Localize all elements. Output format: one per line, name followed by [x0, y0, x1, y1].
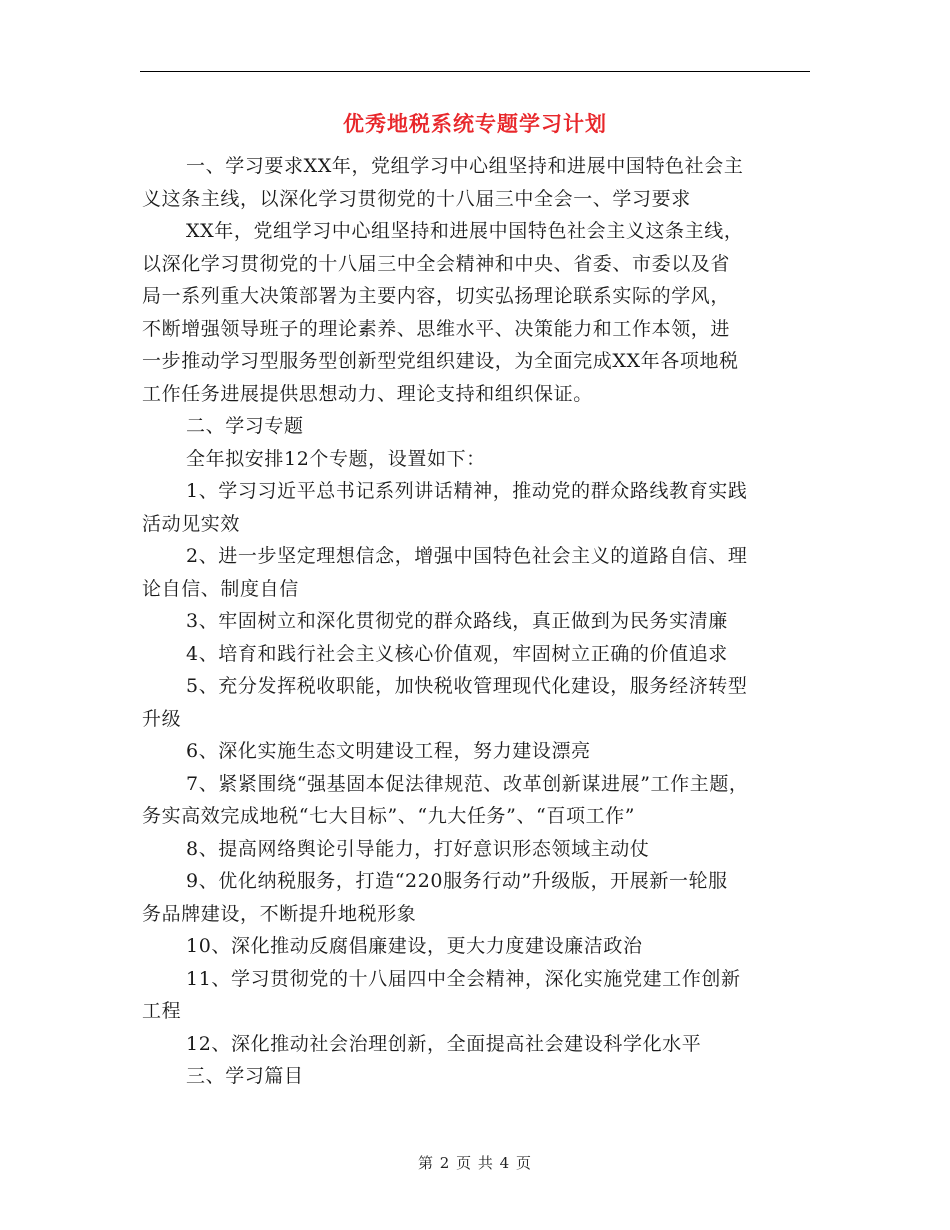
text-line: 活动见实效	[142, 512, 241, 535]
text-line: 4、培育和践行社会主义核心价值观，牢固树立正确的价值追求	[186, 642, 728, 665]
text-line: 务品牌建设，不断提升地税形象	[142, 902, 417, 925]
text-line: 三、学习篇目	[186, 1065, 304, 1087]
text-line: 工作任务进展提供思想动力、理论支持和组织保证。	[142, 382, 593, 405]
header-rule	[140, 71, 810, 72]
document-body	[142, 150, 814, 1093]
text-line: 3、牢固树立和深化贯彻党的群众路线，真正做到为民务实清廉	[186, 610, 728, 632]
text-line: 11、学习贯彻党的十八届四中全会精神，深化实施党建工作创新	[186, 967, 741, 990]
text-line: XX年，党组学习中心组坚持和进展中国特色社会主义这条主线，	[186, 220, 744, 242]
text-line: 一步推动学习型服务型创新型党组织建设，为全面完成XX年各项地税	[142, 350, 739, 372]
text-line: 务实高效完成地税“七大目标”、“九大任务”、“百项工作”	[142, 805, 636, 827]
text-line: 6、深化实施生态文明建设工程，努力建设漂亮	[186, 740, 591, 762]
text-line: 7、紧紧围绕“强基固本促法律规范、改革创新谋进展”工作主题，	[186, 772, 749, 795]
text-line: 2、进一步坚定理想信念，增强中国特色社会主义的道路自信、理	[186, 545, 748, 567]
page-footer: 第 2 页 共 4 页	[418, 1154, 532, 1172]
text-line: 12、深化推动社会治理创新，全面提高社会建设科学化水平	[186, 1032, 702, 1055]
text-line: 二、学习专题	[186, 415, 304, 437]
text-line: 5、充分发挥税收职能，加快税收管理现代化建设，服务经济转型	[186, 675, 748, 697]
text-line: 10、深化推动反腐倡廉建设，更大力度建设廉洁政治	[186, 935, 643, 957]
text-line: 以深化学习贯彻党的十八届三中全会精神和中央、省委、市委以及省	[142, 252, 731, 275]
text-line: 9、优化纳税服务，打造“220服务行动”升级版，开展新一轮服	[186, 870, 728, 892]
text-line: 一、学习要求XX年，党组学习中心组坚持和进展中国特色社会主	[186, 155, 744, 177]
text-line: 8、提高网络舆论引导能力，打好意识形态领域主动仗	[186, 837, 650, 860]
text-line: 不断增强领导班子的理论素养、思维水平、决策能力和工作本领，进	[142, 317, 731, 340]
text-line: 升级	[142, 707, 182, 730]
text-line: 全年拟安排12个专题，设置如下：	[186, 447, 486, 470]
text-line: 论自信、制度自信	[142, 577, 299, 600]
document-title: 优秀地税系统专题学习计划	[343, 111, 607, 136]
text-line: 义这条主线，以深化学习贯彻党的十八届三中全会一、学习要求	[142, 187, 691, 210]
text-line: 工程	[142, 1000, 182, 1022]
text-line: 局一系列重大决策部署为主要内容，切实弘扬理论联系实际的学风，	[142, 285, 731, 307]
text-line: 1、学习习近平总书记系列讲话精神，推动党的群众路线教育实践	[186, 480, 748, 502]
